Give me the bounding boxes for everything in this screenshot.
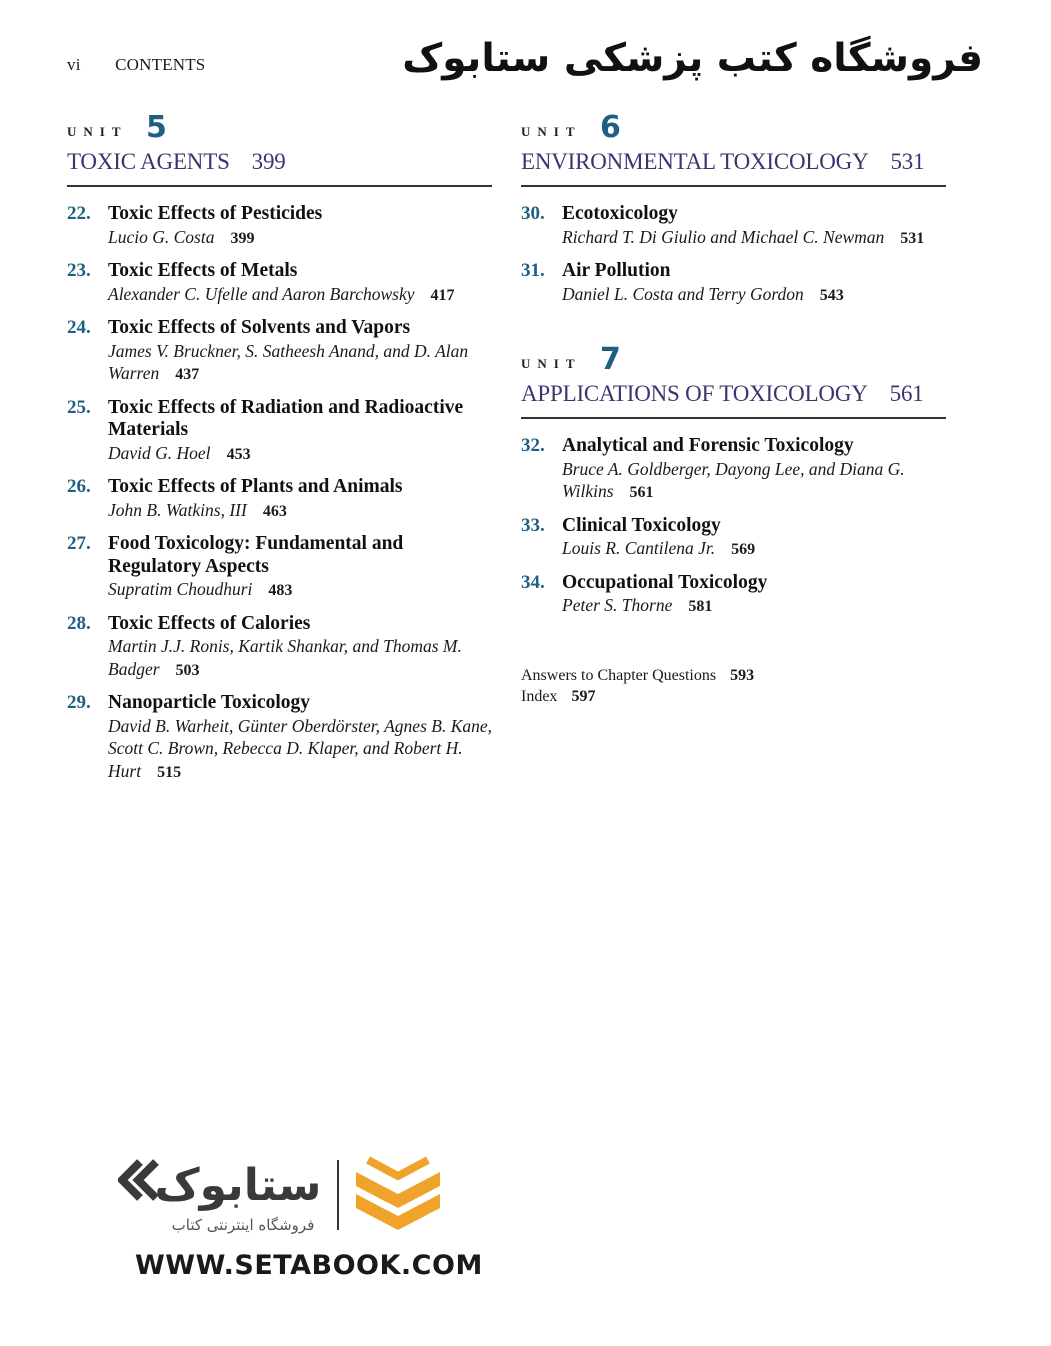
- chapter-number: 29.: [67, 692, 91, 713]
- chapter-title: Toxic Effects of Metals: [108, 260, 298, 281]
- chapter-authors-line: [108, 283, 492, 308]
- chapter-authors-line: [562, 537, 946, 562]
- chapter-title: Analytical and Forensic Toxicology: [562, 435, 854, 456]
- chapter-authors-line: [108, 340, 492, 387]
- chapter-page: 437: [175, 366, 200, 383]
- store-title: فروشگاه کتب پزشکی ستابوک: [402, 36, 983, 81]
- chapter-entry: [67, 203, 492, 250]
- chapter-authors: James V. Bruckner, S. Satheesh Anand, and D. Alan Warren: [108, 340, 469, 383]
- back-matter-page: 597: [571, 687, 596, 705]
- chapter-title: Toxic Effects of Pesticides: [108, 203, 323, 224]
- unit-page: 399: [251, 149, 286, 174]
- chapter-number: 30.: [521, 203, 545, 224]
- chapter-entry: [67, 692, 492, 784]
- unit-page: 561: [889, 381, 924, 406]
- setabook-logo: [118, 1150, 458, 1240]
- chapter-authors-line: [562, 594, 946, 619]
- logo-subtitle: فروشگاه اینترنتی کتاب: [171, 1216, 315, 1234]
- chapter-entry: [521, 260, 946, 307]
- unit-number: 7: [600, 342, 621, 377]
- chapter-number: 23.: [67, 260, 91, 281]
- chapter-authors-line: [108, 715, 492, 785]
- chapter-page: 581: [688, 598, 713, 615]
- chapter-list: [67, 203, 492, 784]
- chapter-title: Air Pollution: [562, 260, 671, 281]
- chapter-entry: [521, 435, 946, 505]
- chapter-authors: Alexander C. Ufelle and Aaron Barchowsky: [108, 283, 415, 304]
- chapter-title: Toxic Effects of Plants and Animals: [108, 476, 403, 497]
- unit-title-text: APPLICATIONS OF TOXICOLOGY: [521, 381, 868, 406]
- chapter-number: 33.: [521, 514, 545, 536]
- chapter-authors-line: [108, 635, 492, 682]
- chapter-authors-line: [108, 578, 492, 603]
- chapter-list: [521, 435, 946, 619]
- chapter-number: 34.: [521, 571, 545, 593]
- chapter-authors-line: [562, 458, 946, 505]
- back-matter-item: [521, 686, 946, 707]
- unit-heading: [521, 342, 946, 419]
- chapter-authors: Bruce A. Goldberger, Dayong Lee, and Diana G. Wilkins: [562, 458, 905, 501]
- back-matter-page: 593: [730, 666, 755, 684]
- unit-title: [521, 381, 924, 407]
- chapter-entry: [67, 476, 492, 523]
- chapter-list: [521, 203, 946, 307]
- chapter-page: 417: [430, 286, 455, 304]
- chapter-page: 561: [629, 484, 654, 501]
- chapter-title: Clinical Toxicology: [562, 514, 721, 536]
- chapter-number: 28.: [67, 612, 91, 634]
- back-matter-label: Answers to Chapter Questions: [521, 666, 717, 684]
- unit-label: UNIT: [521, 356, 582, 371]
- chapter-title: Food Toxicology: Fundamental and Regulatory Aspects: [108, 533, 404, 577]
- chapter-title: Toxic Effects of Radiation and Radioactive Materials: [108, 396, 464, 440]
- unit-title-text: TOXIC AGENTS: [67, 149, 230, 174]
- chapter-number: 25.: [67, 396, 91, 418]
- website-url: WWW.SETABOOK.COM: [135, 1250, 483, 1281]
- unit-title: [521, 149, 924, 175]
- page-number: vi: [67, 55, 81, 74]
- chapter-authors: John B. Watkins, III: [108, 499, 247, 520]
- chapter-page: 515: [157, 763, 182, 781]
- chapter-authors: Supratim Choudhuri: [108, 579, 253, 599]
- chapter-authors-line: [562, 226, 946, 251]
- unit-number: 6: [600, 110, 621, 145]
- logo-wordmark: ستابوک: [154, 1160, 322, 1211]
- chapter-authors: Peter S. Thorne: [562, 595, 673, 615]
- chapter-title: Toxic Effects of Calories: [108, 612, 311, 634]
- chapter-page: 543: [819, 286, 844, 304]
- chapter-entry: [521, 572, 946, 619]
- unit-label: UNIT: [521, 124, 582, 139]
- chapter-authors: Richard T. Di Giulio and Michael C. Newman: [562, 226, 885, 247]
- chapter-authors: David G. Hoel: [108, 442, 211, 463]
- setabook-logo-graphic: [118, 1150, 458, 1240]
- chapter-entry: [67, 317, 492, 387]
- chapter-authors: Lucio G. Costa: [108, 226, 215, 247]
- chapter-entry: [67, 260, 492, 307]
- chapter-title: Ecotoxicology: [562, 203, 678, 224]
- unit-heading: [521, 110, 946, 187]
- unit-number: 5: [146, 110, 167, 145]
- chapter-authors: Daniel L. Costa and Terry Gordon: [562, 283, 804, 304]
- chapter-number: 26.: [67, 476, 91, 497]
- chapter-authors: Louis R. Cantilena Jr.: [562, 538, 716, 558]
- chapter-number: 32.: [521, 435, 545, 456]
- unit-title-text: ENVIRONMENTAL TOXICOLOGY: [521, 149, 869, 174]
- chapter-title: Occupational Toxicology: [562, 571, 768, 593]
- back-matter: [521, 665, 946, 707]
- chapter-authors-line: [108, 226, 492, 251]
- unit-label: UNIT: [67, 124, 128, 139]
- chapter-page: 463: [262, 502, 287, 520]
- chapter-page: 569: [731, 541, 756, 558]
- unit-page: 531: [890, 149, 925, 174]
- back-matter-item: [521, 665, 946, 686]
- chapter-authors-line: [562, 283, 946, 308]
- chapter-authors-line: [108, 442, 492, 467]
- unit-heading: [67, 110, 492, 187]
- running-head: [67, 55, 205, 75]
- unit-5-column: [67, 110, 493, 794]
- chapter-page: 531: [900, 229, 925, 247]
- unit-6-7-column: [521, 110, 946, 707]
- chapter-page: 399: [230, 229, 255, 247]
- back-matter-label: Index: [521, 687, 558, 705]
- chapter-entry: [67, 613, 492, 683]
- chapter-authors: Martin J.J. Ronis, Kartik Shankar, and Thomas M. Badger: [108, 636, 462, 679]
- chapter-authors-line: [108, 499, 492, 524]
- chapter-authors: David B. Warheit, Günter Oberdörster, Agnes B. Kane, Scott C. Brown, Rebecca D. Klaper, and Robert H. Hurt: [108, 715, 493, 781]
- chapter-entry: [67, 397, 492, 467]
- chapter-entry: [521, 203, 946, 250]
- chapter-entry: [67, 533, 492, 603]
- chapter-number: 22.: [67, 203, 91, 224]
- section-title: CONTENTS: [115, 55, 206, 74]
- chapter-title: Toxic Effects of Solvents and Vapors: [108, 317, 411, 338]
- chapter-page: 503: [175, 661, 200, 679]
- chapter-page: 453: [226, 445, 251, 463]
- chapter-number: 31.: [521, 260, 545, 281]
- chapter-title: Nanoparticle Toxicology: [108, 692, 311, 713]
- chapter-number: 27.: [67, 533, 91, 554]
- unit-title: [67, 149, 286, 175]
- chapter-entry: [521, 515, 946, 562]
- chapter-number: 24.: [67, 317, 91, 338]
- chapter-page: 483: [268, 582, 293, 599]
